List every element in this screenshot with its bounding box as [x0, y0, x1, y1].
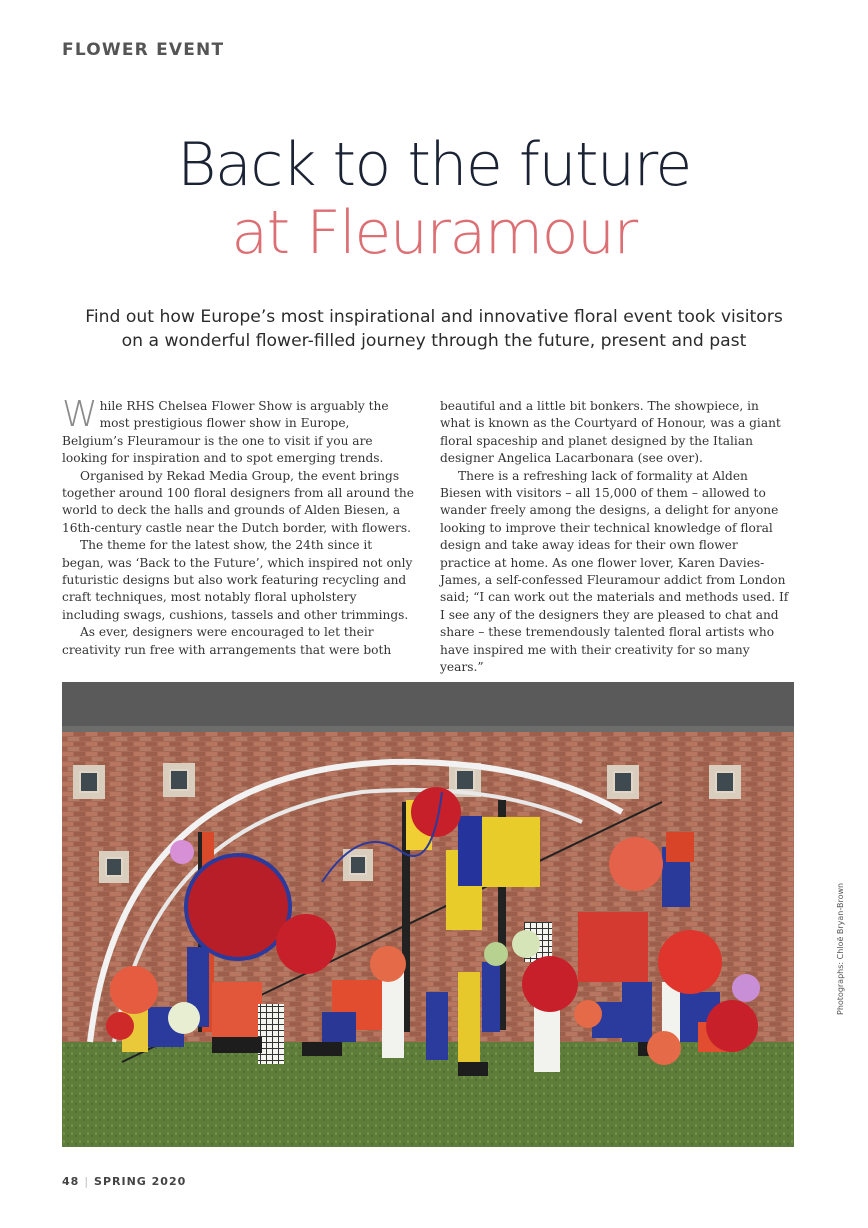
- paragraph-4: As ever, designers were encouraged to let their creativity run free with arrangements that were both: [62, 625, 392, 657]
- article-column-left: [62, 394, 414, 659]
- floral-installation-illustration: [62, 682, 794, 1147]
- paragraph-1-text: hile RHS Chelsea Flower Show is arguably the most prestigious flower show in Europe, Belgium’s Fleuramour is the one to visit if you are looking for inspiration and to spot emerging trends.: [62, 399, 389, 466]
- paragraph-1: [62, 394, 414, 468]
- headline-line-1: Back to the future: [177, 130, 691, 200]
- footer-separator: |: [84, 1175, 90, 1188]
- standfirst: [40, 305, 828, 353]
- issue-label: SPRING 2020: [94, 1175, 187, 1188]
- page-number: 48: [62, 1175, 80, 1188]
- paragraph-3: The theme for the latest show, the 24th since it began, was ‘Back to the Future’, which inspired not only futuristic designs but also work featuring recycling and craft techniques, most notably floral upholstery including swags, cushions, tassels and other trimmings.: [62, 538, 413, 622]
- paragraph-5: beautiful and a little bit bonkers. The showpiece, in what is known as the Courtyard of Honour, was a giant floral spaceship and planet designed by the Italian designer Angelica Lacarbonara (see over).: [440, 399, 781, 466]
- drop-cap: W: [62, 394, 98, 435]
- standfirst-line-1: Find out how Europe’s most inspirational and innovative floral event took visitors: [85, 307, 783, 327]
- paragraph-6: There is a refreshing lack of formality at Alden Biesen with visitors – all 15,000 of them – allowed to wander freely among the designs, a delight for anyone looking to improve their technical knowledge of floral design and take away ideas for their own flower practice at home. As one flower lover, Karen Davies-James, a self-confessed Fleuramour addict from London said; “I can work out the materials and methods used. If I see any of the designers they are pleased to chat and share – these tremendously talented floral artists who have inspired me with their creativity for so many years.”: [440, 468, 789, 675]
- photo-credit: Photographs: Chloë Bryan-Brown: [836, 882, 845, 1015]
- feature-photo: [62, 682, 794, 1147]
- headline-line-2: at Fleuramour: [231, 198, 637, 268]
- article-column-right: [440, 398, 792, 677]
- page-footer: [62, 1175, 186, 1188]
- section-label: FLOWER EVENT: [62, 40, 225, 60]
- paragraph-2: Organised by Rekad Media Group, the event brings together around 100 floral designers from all around the world to deck the halls and grounds of Alden Biesen, a 16th-century castle near the Dutch border, with flowers.: [62, 468, 414, 535]
- standfirst-line-2: on a wonderful flower-filled journey through the future, present and past: [121, 331, 747, 351]
